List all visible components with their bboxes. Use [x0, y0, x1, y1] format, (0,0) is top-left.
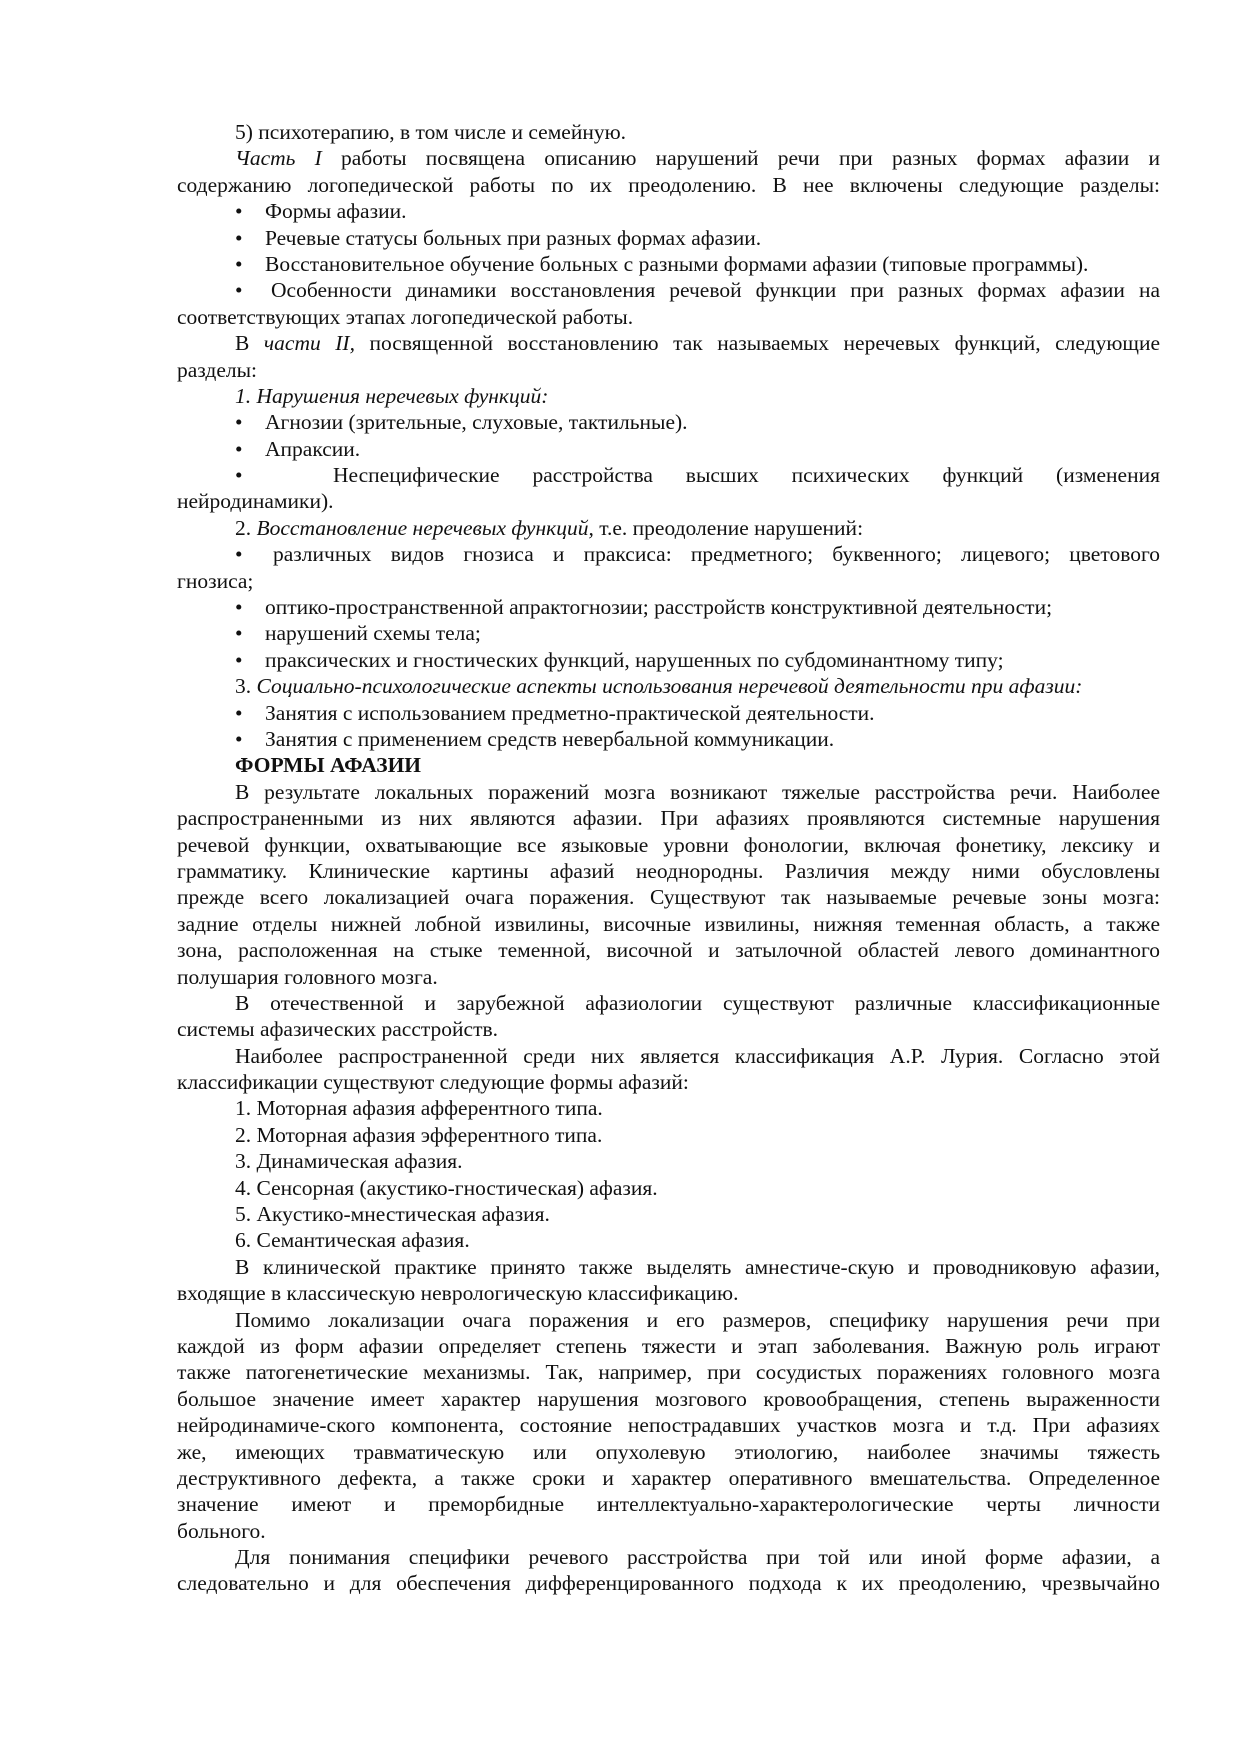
- text-segment: 6. Семантическая афазия.: [235, 1228, 470, 1253]
- text-line: [177, 1069, 1160, 1095]
- text-segment: также патогенетические механизмы. Так, например, при сосудистых поражениях головного мозга: [177, 1360, 1160, 1385]
- text-segment: В отечественной и зарубежной афазиологии существуют различные классификационные: [235, 990, 1160, 1015]
- text-segment: Наиболее распространенной среди них является классификация А.Р. Лурия. Согласно этой: [235, 1043, 1160, 1068]
- text-segment: Неспецифические расстройства высших психических функций (изменения: [333, 463, 1160, 488]
- text-segment: ФОРМЫ АФАЗИИ: [235, 753, 422, 778]
- text-line: [177, 172, 1160, 198]
- text-segment: гнозиса;: [177, 568, 254, 593]
- text-line: [177, 1333, 1160, 1359]
- text-segment: грамматику. Клинические картины афазий неоднородны. Различия между ними обусловлены: [177, 858, 1160, 883]
- italic-text: 1. Нарушения неречевых функций:: [235, 383, 549, 408]
- document-page: [177, 119, 1160, 1597]
- text-line: [177, 858, 1160, 884]
- bullet-item-line: [177, 726, 1160, 752]
- text-line: [177, 1122, 1160, 1148]
- text-segment: 5) психотерапию, в том числе и семейную.: [235, 120, 627, 144]
- text-line: [177, 1386, 1160, 1412]
- bullet-icon: •: [235, 436, 243, 461]
- text-segment: большое значение имеет характер нарушения мозгового кровообращения, степень выраженности: [177, 1386, 1160, 1411]
- text-segment: Агнозии (зрительные, слуховые, тактильные).: [265, 410, 688, 435]
- text-segment: системы афазических расстройств.: [177, 1017, 498, 1042]
- bullet-item-line: [177, 251, 1160, 277]
- italic-text: Часть I: [235, 146, 322, 171]
- bullet-icon: •: [235, 410, 243, 435]
- text-line: [177, 884, 1160, 910]
- text-line: [177, 1439, 1160, 1465]
- text-segment: нарушений схемы тела;: [265, 621, 481, 646]
- text-line: [177, 1254, 1160, 1280]
- bullet-icon: •: [235, 647, 243, 672]
- text-segment: 2.: [235, 515, 257, 540]
- text-segment: Особенности динамики восстановления речевой функции при разных формах афазии на: [271, 278, 1160, 303]
- text-segment: Апраксии.: [265, 436, 361, 461]
- text-line: [177, 673, 1160, 699]
- italic-text: части II,: [263, 331, 355, 356]
- text-line: [177, 1544, 1160, 1570]
- text-line: [177, 119, 1160, 145]
- text-line: [177, 1227, 1160, 1253]
- text-segment: 2. Моторная афазия эфферентного типа.: [235, 1122, 603, 1147]
- text-line: [177, 779, 1160, 805]
- text-segment: работы посвящена описанию нарушений речи при разных формах афазии и: [321, 146, 1160, 171]
- text-line: [177, 1491, 1160, 1517]
- text-segment: Для понимания специфики речевого расстройства при той или иной форме афазии, а: [235, 1545, 1160, 1570]
- italic-text: Восстановление неречевых функций,: [256, 515, 594, 540]
- text-segment: классификации существуют следующие формы афазий:: [177, 1070, 689, 1095]
- text-segment: посвященной восстановлению так называемых неречевых функций, следующие: [354, 331, 1160, 356]
- text-segment: В клинической практике принято также выделять амнестиче-скую и проводниковую афазии,: [235, 1254, 1160, 1279]
- text-segment: больного.: [177, 1518, 266, 1543]
- text-segment: т.е. преодоление нарушений:: [593, 515, 864, 540]
- text-line: [177, 1095, 1160, 1121]
- text-line: [177, 1518, 1160, 1544]
- text-segment: В результате локальных поражений мозга возникают тяжелые расстройства речи. Наиболее: [235, 779, 1160, 804]
- bullet-icon: •: [235, 199, 243, 224]
- bullet-item-line: [177, 198, 1160, 224]
- text-segment: 1. Моторная афазия афферентного типа.: [235, 1096, 603, 1121]
- italic-text: Социально-психологические аспекты использования неречевой деятельности при афазии:: [256, 674, 1083, 699]
- text-segment: каждой из форм афазии определяет степень тяжести и этап заболевания. Важную роль играют: [177, 1333, 1160, 1358]
- text-segment: распространенными из них являются афазии. При афазиях проявляются системные нарушения: [177, 806, 1160, 831]
- text-segment: полушария головного мозга.: [177, 964, 438, 989]
- text-segment: Формы афазии.: [265, 199, 407, 224]
- bullet-icon: •: [235, 542, 243, 567]
- text-segment: оптико-пространственной апрактогнозии; расстройств конструктивной деятельности;: [265, 595, 1053, 620]
- text-line: [177, 832, 1160, 858]
- text-line: [177, 304, 1160, 330]
- text-line: [177, 805, 1160, 831]
- text-segment: 4. Сенсорная (акустико-гностическая) афазия.: [235, 1175, 658, 1200]
- bullet-item-line: [177, 225, 1160, 251]
- text-line: [177, 145, 1160, 171]
- text-segment: 5. Акустико-мнестическая афазия.: [235, 1202, 550, 1227]
- bullet-item-line: [177, 277, 1160, 303]
- bullet-item-line: [177, 541, 1160, 567]
- text-segment: 3.: [235, 674, 257, 699]
- text-line: [177, 937, 1160, 963]
- text-line: [177, 1307, 1160, 1333]
- text-segment: деструктивного дефекта, а также сроки и характер оперативного вмешательства. Определенное: [177, 1465, 1160, 1490]
- bullet-item-line: [177, 436, 1160, 462]
- text-segment: праксических и гностических функций, нарушенных по субдоминантному типу;: [265, 647, 1004, 672]
- text-line: [177, 990, 1160, 1016]
- text-segment: разделы:: [177, 357, 258, 382]
- text-line: [177, 1175, 1160, 1201]
- section-heading: [177, 752, 1160, 778]
- bullet-item-line: [177, 647, 1160, 673]
- bullet-icon: •: [235, 700, 243, 725]
- text-segment: прежде всего локализацией очага поражения. Существуют так называемые речевые зоны мозга:: [177, 885, 1160, 910]
- text-line: [177, 1359, 1160, 1385]
- text-line: [177, 568, 1160, 594]
- text-line: [177, 1016, 1160, 1042]
- text-line: [177, 1412, 1160, 1438]
- text-segment: Занятия с применением средств невербальной коммуникации.: [265, 726, 835, 751]
- text-segment: 3. Динамическая афазия.: [235, 1149, 463, 1174]
- text-line: [177, 488, 1160, 514]
- text-segment: задние отделы нижней лобной извилины, височные извилины, нижняя теменная область, а также: [177, 911, 1160, 936]
- text-line: [177, 383, 1160, 409]
- text-segment: различных видов гнозиса и праксиса: предметного; буквенного; лицевого; цветового: [273, 542, 1160, 567]
- bullet-item-line: [177, 594, 1160, 620]
- text-line: [177, 911, 1160, 937]
- text-line: [177, 1465, 1160, 1491]
- text-segment: Восстановительное обучение больных с разными формами афазии (типовые программы).: [265, 251, 1089, 276]
- bullet-icon: •: [235, 251, 243, 276]
- text-segment: же, имеющих травматическую или опухолевую этиологию, наиболее значимы тяжесть: [177, 1439, 1160, 1464]
- bullet-icon: •: [235, 278, 243, 303]
- bullet-item-line: [177, 462, 1160, 488]
- text-segment: В: [235, 331, 264, 356]
- text-segment: Занятия с использованием предметно-практической деятельности.: [265, 700, 875, 725]
- text-segment: Помимо локализации очага поражения и его размеров, специфику нарушения речи при: [235, 1307, 1160, 1332]
- bullet-icon: •: [235, 225, 243, 250]
- bullet-item-line: [177, 700, 1160, 726]
- text-segment: следовательно и для обеспечения дифференцированного подхода к их преодолению, чрезвычайно: [177, 1571, 1160, 1596]
- text-line: [177, 964, 1160, 990]
- text-segment: соответствующих этапах логопедической работы.: [177, 304, 634, 329]
- bullet-icon: •: [235, 463, 243, 488]
- text-segment: зона, расположенная на стыке теменной, височной и затылочной областей левого доминантного: [177, 938, 1160, 963]
- bullet-icon: •: [235, 726, 243, 751]
- text-segment: Речевые статусы больных при разных формах афазии.: [265, 225, 762, 250]
- text-line: [177, 330, 1160, 356]
- text-line: [177, 357, 1160, 383]
- text-line: [177, 1201, 1160, 1227]
- bullet-icon: •: [235, 621, 243, 646]
- text-segment: речевой функции, охватывающие все языковые уровни фонологии, включая фонетику, лексику и: [177, 832, 1160, 857]
- text-segment: значение имеют и преморбидные интеллектуально-характерологические черты личности: [177, 1492, 1160, 1517]
- text-line: [177, 1570, 1160, 1596]
- text-segment: входящие в классическую неврологическую классификацию.: [177, 1281, 739, 1306]
- bullet-item-line: [177, 620, 1160, 646]
- text-segment: нейродинамики).: [177, 489, 334, 514]
- bullet-item-line: [177, 409, 1160, 435]
- text-line: [177, 515, 1160, 541]
- text-segment: содержанию логопедической работы по их преодолению. В нее включены следующие разделы:: [177, 172, 1160, 197]
- text-segment: нейродинамиче-ского компонента, состояние непострадавших участков мозга и т.д. При афазиях: [177, 1413, 1160, 1438]
- text-line: [177, 1280, 1160, 1306]
- text-line: [177, 1148, 1160, 1174]
- bullet-icon: •: [235, 595, 243, 620]
- text-line: [177, 1043, 1160, 1069]
